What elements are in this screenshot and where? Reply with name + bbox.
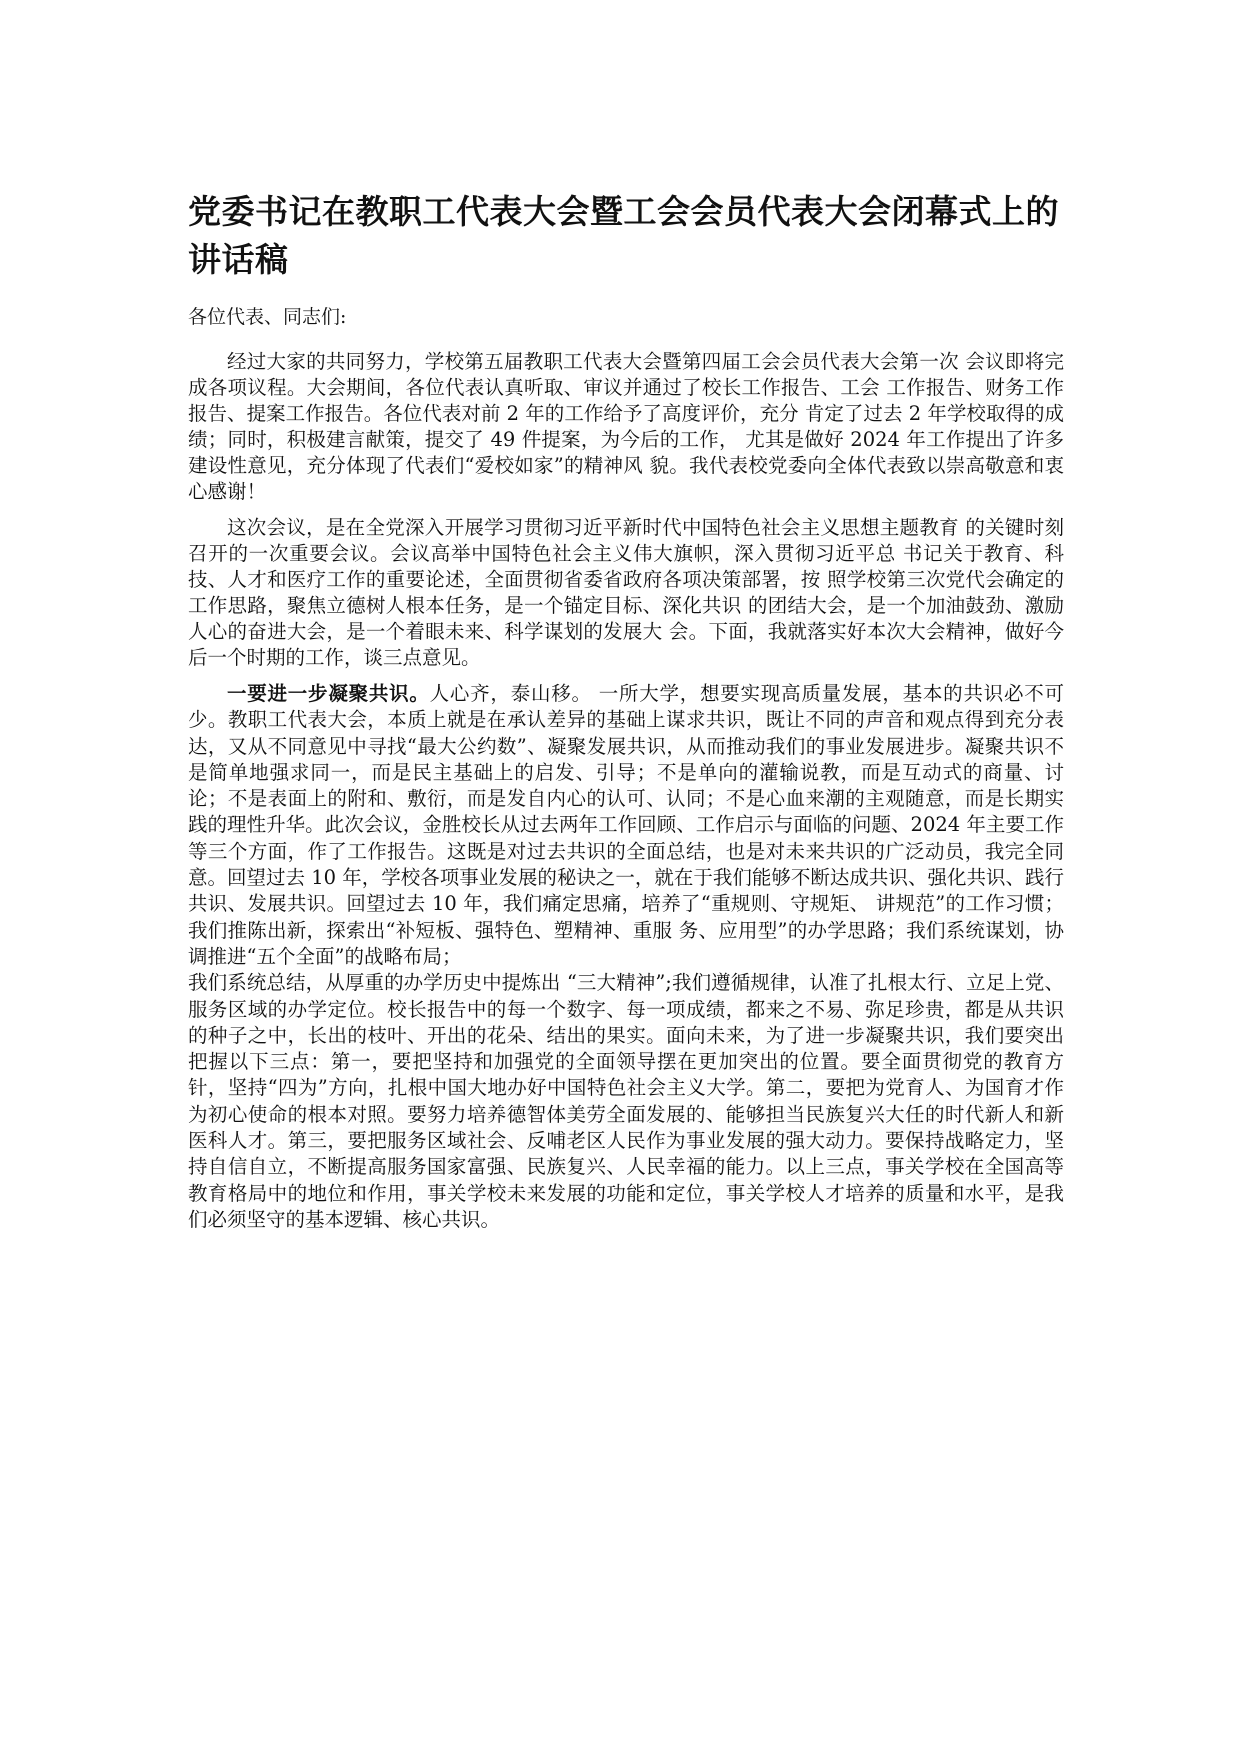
paragraph-1-text: 经过大家的共同努力，学校第五届教职工代表大会暨第四届工会会员代表大会第一次 会议即将完成各项议程。大会期间，各位代表认真听取、审议并通过了校长工作报告、工会 工作报告、财务工作报告、提案工作报告。各位代表对前 2 年的工作给予了高度评价，充分 肯定了过去 2 年学校取得的成绩；同时，积极建言献策，提交了 49 件提案，为今后的工作， 尤其是做好 2024 年工作提出了许多建设性意见，充分体现了代表们“爱校如家”的精神风 貌。我代表校党委向全体代表致以崇高敬意和衷心感谢！ [188,350,1064,503]
paragraph-4 [188,970,1064,1233]
paragraph-3 [188,681,1064,970]
paragraph-4-text: 我们系统总结，从厚重的办学历史中提炼出 “三大精神”;我们遵循规律，认准了扎根太行、立足上党、服务区域的办学定位。校长报告中的每一个数字、每一项成绩，都来之不易、弥足珍贵，都是从共识的种子之中，长出的枝叶、开出的花朵、结出的果实。面向未来，为了进一步凝聚共识，我们要突出把握以下三点：第一，要把坚持和加强党的全面领导摆在更加突出的位置。要全面贯彻党的教育方针，坚持“四为”方向，扎根中国大地办好中国特色社会主义大学。第二，要把为党育人、为国育才作为初心使命的根本对照。要努力培养德智体美劳全面发展的、能够担当民族复兴大任的时代新人和新医科人才。第三，要把服务区域社会、反哺老区人民作为事业发展的强大动力。要保持战略定力，坚持自信自立，不断提高服务国家富强、民族复兴、人民幸福的能力。以上三点，事关学校在全国高等教育格局中的地位和作用，事关学校未来发展的功能和定位，事关学校人才培养的质量和水平，是我们必须坚守的基本逻辑、核心共识。 [188,971,1064,1231]
paragraph-1 [188,349,1064,505]
paragraph-2 [188,515,1064,671]
section-heading-consensus: 一要进一步凝聚共识。 [227,682,430,705]
document-title: 党委书记在教职工代表大会暨工会会员代表大会闭幕式上的讲话稿 [188,192,1059,279]
paragraph-3-text: 人心齐，泰山移。 一所大学，想要实现高质量发展，基本的共识必不可少。教职工代表大会，本质上就是在承认差异的基础上谋求共识，既让不同的声音和观点得到充分表达，又从不同意见中寻找“最大公约数”、凝聚发展共识，从而推动我们的事业发展进步。凝聚共识不是简单地强求同一，而是民主基础上的启发、引导；不是单向的灌输说教，而是互动式的商量、讨论；不是表面上的附和、敷衍，而是发自内心的认可、认同；不是心血来潮的主观随意，而是长期实践的理性升华。此次会议，金胜校长从过去两年工作回顾、工作启示与面临的问题、2024 年主要工作等三个方面，作了工作报告。这既是对过去共识的全面总结，也是对未来共识的广泛动员，我完全同意。回望过去 10 年，学校各项事业发展的秘诀之一，就在于我们能够不断达成共识、强化共识、践行共识、发展共识。回望过去 10 年，我们痛定思痛，培养了“重规则、守规矩、 讲规范”的工作习惯；我们推陈出新，探索出“补短板、强特色、塑精神、重服 务、应用型”的办学思路；我们系统谋划，协调推进“五个全面”的战略布局； [188,682,1064,968]
salutation: 各位代表、同志们: [188,306,347,328]
document-page [188,188,1064,1233]
paragraph-2-text: 这次会议，是在全党深入开展学习贯彻习近平新时代中国特色社会主义思想主题教育 的关键时刻召开的一次重要会议。会议高举中国特色社会主义伟大旗帜，深入贯彻习近平总 书记关于教育、科技、人才和医疗工作的重要论述，全面贯彻省委省政府各项决策部署，按 照学校第三次党代会确定的工作思路，聚焦立德树人根本任务，是一个锚定目标、深化共识 的团结大会，是一个加油鼓劲、激励人心的奋进大会，是一个着眼未来、科学谋划的发展大 会。下面，我就落实好本次大会精神，做好今后一个时期的工作，谈三点意见。 [188,516,1064,669]
